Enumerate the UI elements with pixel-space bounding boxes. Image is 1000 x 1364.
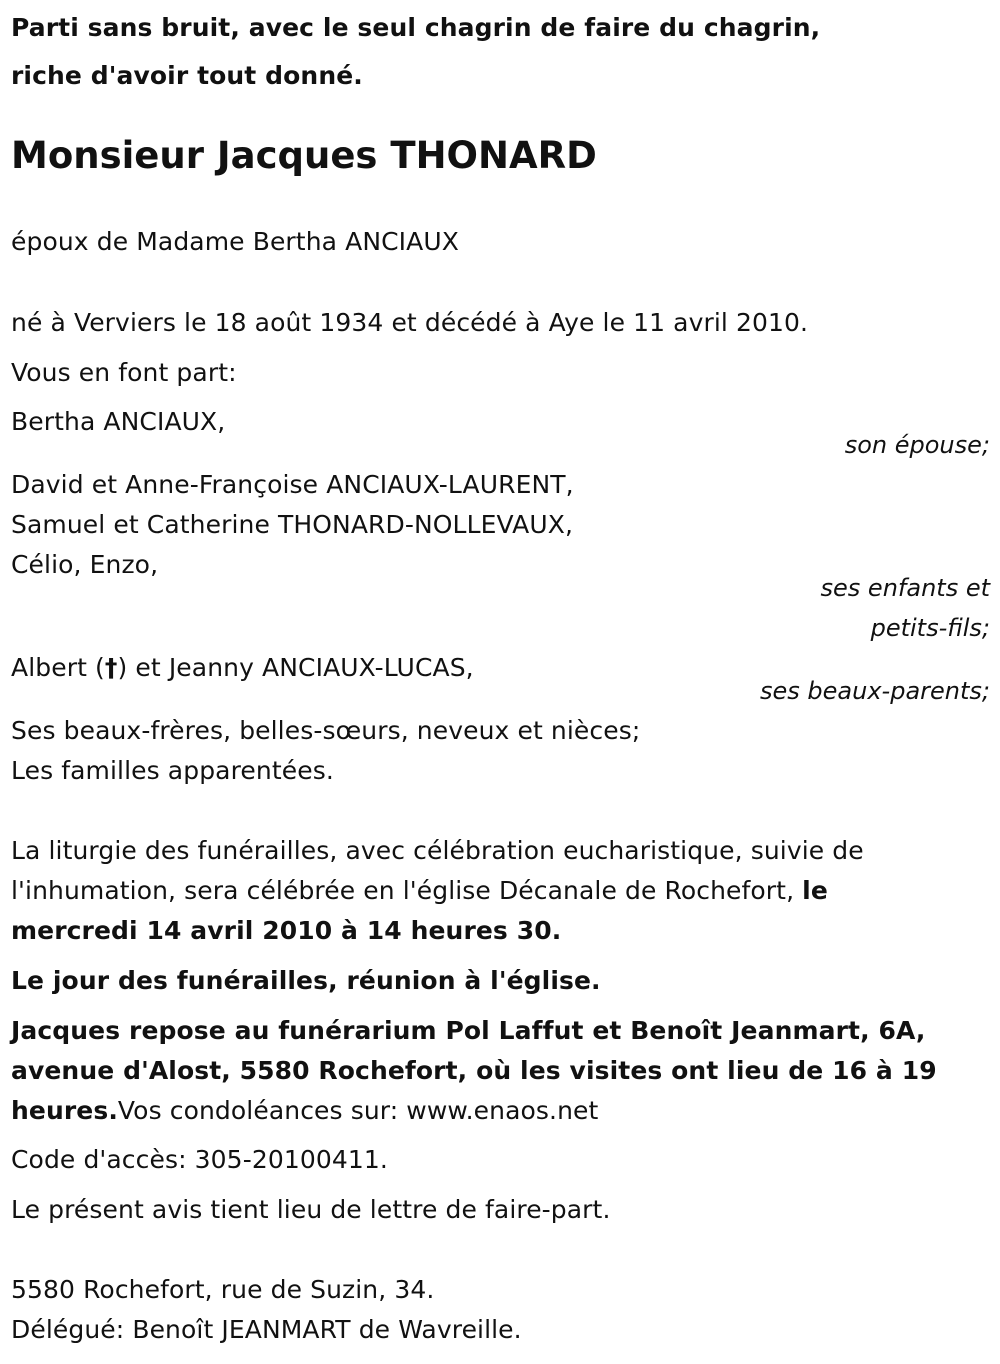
notice-line: Le présent avis tient lieu de lettre de faire-part. (11, 1195, 611, 1224)
funeral-line-2-bold: le (802, 876, 828, 905)
children-role-2: petits-fils; (870, 614, 990, 642)
repose-line-1: Jacques repose au funérarium Pol Laffut et Benoît Jeanmart, 6A, (11, 1016, 926, 1045)
condolences-text: Vos condoléances sur: www.enaos.net (117, 1096, 599, 1125)
spouse-name: Bertha ANCIAUX, (11, 407, 226, 436)
in-laws-role: ses beaux-parents; (760, 677, 990, 705)
funeral-line-1: La liturgie des funérailles, avec célébration eucharistique, suivie de (11, 836, 864, 865)
spouse-role: son épouse; (844, 431, 990, 459)
in-laws-pre: Albert ( (11, 653, 105, 682)
in-laws-line (11, 648, 474, 688)
birth-death-line: né à Verviers le 18 août 1934 et décédé à Aye le 11 avril 2010. (11, 308, 809, 337)
epigraph-line-1: Parti sans bruit, avec le seul chagrin de faire du chagrin, (11, 13, 821, 42)
others-line-2: Les familles apparentées. (11, 756, 334, 785)
child-line-1: David et Anne-Françoise ANCIAUX-LAURENT, (11, 470, 574, 499)
repose-line-3 (11, 1091, 598, 1131)
funeral-date-line: mercredi 14 avril 2010 à 14 heures 30. (11, 916, 562, 945)
funeral-line-2-plain: l'inhumation, sera célébrée en l'église Décanale de Rochefort, (11, 876, 803, 905)
meeting-line: Le jour des funérailles, réunion à l'église. (11, 966, 601, 995)
announce-intro: Vous en font part: (11, 358, 237, 387)
in-laws-post: ) et Jeanny ANCIAUX-LUCAS, (117, 653, 474, 682)
address-line-1: 5580 Rochefort, rue de Suzin, 34. (11, 1275, 435, 1304)
address-line-2: Délégué: Benoît JEANMART de Wavreille. (11, 1315, 522, 1344)
epigraph-line-2: riche d'avoir tout donné. (11, 61, 363, 90)
child-line-2: Samuel et Catherine THONARD-NOLLEVAUX, (11, 510, 573, 539)
others-line-1: Ses beaux-frères, belles-sœurs, neveux et nièces; (11, 716, 641, 745)
spouse-line: époux de Madame Bertha ANCIAUX (11, 227, 459, 256)
repose-line-2: avenue d'Alost, 5580 Rochefort, où les visites ont lieu de 16 à 19 (11, 1056, 937, 1085)
access-code-line: Code d'accès: 305-20100411. (11, 1145, 388, 1174)
funeral-line-2 (11, 871, 828, 911)
repose-line-3-bold: heures. (11, 1096, 118, 1125)
cross-icon: † (104, 653, 118, 682)
children-role-1: ses enfants et (820, 574, 990, 602)
deceased-name-title: Monsieur Jacques THONARD (11, 134, 597, 177)
child-line-3: Célio, Enzo, (11, 550, 159, 579)
